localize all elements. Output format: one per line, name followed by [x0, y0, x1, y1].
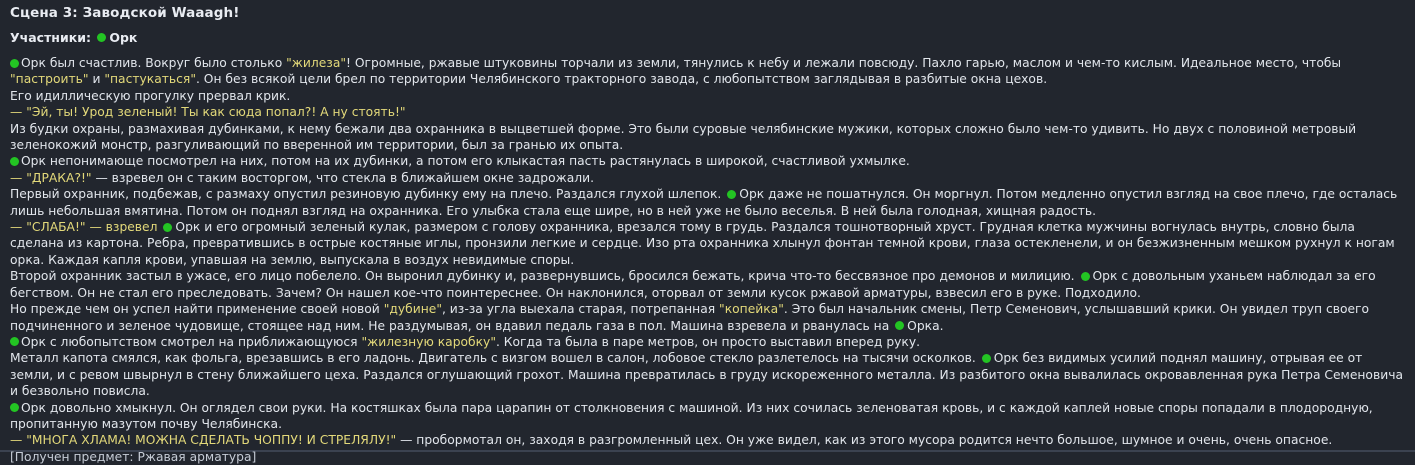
log-text: — пробормотал он, заходя в разгромленный цех. Он уже видел, как из этого мусора родится нечто большое, шумное и очень, очень опасное.	[396, 433, 1333, 448]
log-text: Орка.	[907, 318, 944, 333]
participants-row	[10, 29, 1405, 45]
log-quote-text: "пастукаться"	[104, 72, 196, 87]
log-quote-text: "жилеза"	[286, 56, 347, 70]
log-text: . Он без всякой цели брел по территории Челябинского тракторного завода, с любопытством заглядывая в разбитые окна цехов.	[195, 72, 1048, 87]
participant-status-dot	[97, 33, 106, 42]
log-text: ! Огромные, ржавые штуковины торчали из земли, тянулись к небу и лежали повсюду. Пахло гарью, маслом и чем-то кислым. Идеальное место, чтобы	[346, 56, 1342, 70]
log-line	[10, 350, 1405, 399]
log-text: Орк и его огромный зеленый кулак, размером с голову охранника, врезался тому в грудь. Раздался тошнотворный хруст. Грудная клетка мужчины вогнулась внутрь, словно была сделана из картона. Ребра, превратившись в острые костяные иглы, пронзили легкие и сердце. Изо рта охранника хлынул фонтан темной крови, глаза остекленели, и он безжизненным мешком рухнул к ногам орка. Каждая капля крови, упавшая на землю, выпускала в воздух невидимые споры.	[10, 220, 1395, 267]
log-line	[10, 170, 1405, 186]
log-text: Орк с довольным уханьем наблюдал за его бегством. Он не стал его преследовать. Зачем? Он нашел кое-что поинтереснее. Он наклонился, оторвал от земли кусок ржавой арматуры, взвесил его в руке. Подходило.	[10, 269, 1376, 300]
participants-label: Участники:	[10, 29, 91, 45]
log-text: Орк даже не пошатнулся. Он моргнул. Потом медленно опустил взгляд на свое плечо, где осталась лишь небольшая вмятина. Потом он поднял взгляд на охранника. Его улыбка стала еще шире, но в ней уже не было веселья. В ней была голодная, хищная радость.	[10, 187, 1398, 218]
log-line	[10, 334, 1405, 350]
speaker-status-dot	[895, 321, 904, 330]
log-text: и	[88, 72, 105, 87]
speaker-status-dot	[10, 403, 19, 412]
speaker-status-dot	[163, 223, 172, 232]
log-text: Из будки охраны, размахивая дубинками, к нему бежали два охранника в выцветшей форме. Это были суровые челябинские мужики, которых сложно было чем-то удивить. Но двух с половиной метровый зеленокожий монстр, разгуливающий по вверенной им территории, был за гранью их опыта.	[10, 121, 1357, 153]
log-quote-text: — "СЛАБА!" — взревел	[10, 220, 162, 235]
speaker-status-dot	[982, 354, 991, 363]
item-received-notification: [Получен предмет: Ржавая арматура]	[10, 449, 257, 464]
participant-name-ork: Орк	[109, 29, 138, 45]
log-quote-text: — "Эй, ты! Урод зеленый! Ты как сюда попал?! А ну стоять!"	[10, 105, 406, 120]
log-text: Орк был счастлив. Вокруг было столько	[21, 56, 287, 70]
log-line	[10, 301, 1405, 334]
log-quote-text: — "ДРАКА?!"	[10, 170, 92, 185]
log-text: Орк без видимых усилий поднял машину, отрывая ее от земли, и с ревом швырнул в стену ближайшего цеха. Раздался оглушающий грохот. Машина превратилась в груду искореженного металла. Из разбитого окна вывалилась окровавленная рука Петра Семеновича и безвольно повисла.	[10, 351, 1404, 399]
log-text: , из-за угла выехала старая, потрепанная	[441, 302, 720, 317]
log-line	[10, 88, 1405, 104]
speaker-status-dot	[727, 190, 736, 199]
log-line	[10, 186, 1405, 219]
log-quote-text: "пастроить"	[10, 72, 89, 87]
speaker-status-dot	[1081, 272, 1090, 281]
log-text: Второй охранник застыл в ужасе, его лицо побелело. Он выронил дубинку и, развернувшись, бросился бежать, крича что-то бессвязное про демонов и милицию.	[10, 269, 1079, 284]
scene-log-body	[10, 55, 1405, 449]
log-quote-text: — "МНОГА ХЛАМА! МОЖНА СДЕЛАТЬ ЧОППУ! И СТРЕЛЯЛУ!"	[10, 433, 397, 448]
log-line	[10, 219, 1405, 268]
log-text: Металл капота смялся, как фольга, врезавшись в его ладонь. Двигатель с визгом вошел в салон, лобовое стекло разлетелось на тысячи осколков.	[10, 351, 980, 366]
scene-title: Сцена 3: Заводской Waaagh!	[10, 5, 240, 21]
log-line	[10, 400, 1405, 433]
log-quote-text: "дубине"	[383, 302, 442, 317]
log-text: Но прежде чем он успел найти применение своей новой	[10, 302, 384, 317]
log-text: . Когда та была в паре метров, он просто выставил вперед руку.	[495, 334, 921, 349]
log-text: Орк непонимающе посмотрел на них, потом на их дубинки, а потом его клыкастая пасть растянулась в широкой, счастливой ухмылке.	[21, 154, 910, 169]
log-text: — взревел он с таким восторгом, что стекла в ближайшем окне задрожали.	[91, 170, 594, 185]
log-line	[10, 268, 1405, 301]
log-text: Орк довольно хмыкнул. Он оглядел свои руки. На костяшках была пара царапин от столкновения с машиной. Из них сочилась зеленоватая кровь, и с каждой каплей новые споры попадали в плодородную, пропитанную мазутом почву Челябинска.	[10, 400, 1373, 431]
log-quote-text: "жилезную каробку"	[361, 334, 496, 349]
log-line	[10, 153, 1405, 169]
log-line	[10, 55, 1405, 88]
log-text: Орк с любопытством смотрел на приближающуюся	[21, 334, 362, 349]
log-line	[10, 104, 1405, 120]
log-text: . Это был начальник смены, Петр Семенович, услышавший крики. Он увидел труп своего подчиненного и зеленое чудовище, стоящее над ним. Не раздумывая, он вдавил педаль газа в пол. Машина взревела и рванулась на	[10, 302, 1370, 333]
log-line	[10, 432, 1405, 448]
log-quote-text: "копейка"	[719, 302, 784, 317]
log-text: Его идиллическую прогулку прервал крик.	[10, 88, 291, 103]
speaker-status-dot	[10, 157, 19, 166]
log-text: Первый охранник, подбежав, с размаху опустил резиновую дубинку ему на плечо. Раздался глухой шлепок.	[10, 187, 726, 202]
speaker-status-dot	[10, 59, 19, 68]
log-line	[10, 121, 1405, 154]
speaker-status-dot	[10, 337, 19, 346]
